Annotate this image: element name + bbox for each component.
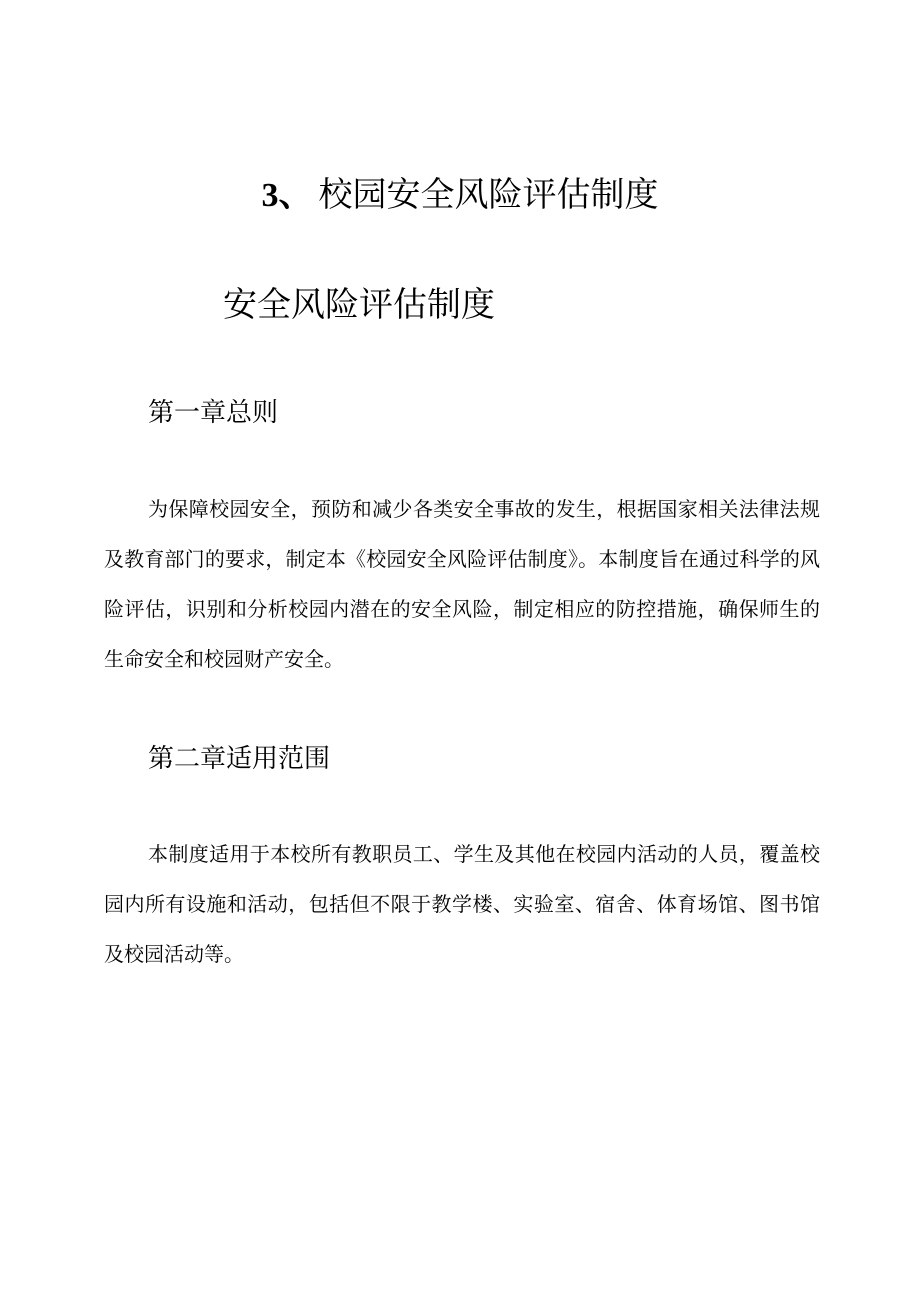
paragraph-general: 为保障校园安全，预防和减少各类安全事故的发生，根据国家相关法律法规及教育部门的要求，制定本《校园安全风险评估制度》。本制度旨在通过科学的风险评估，识别和分析校园内潜在的安全风险，制定相应的防控措施，确保师生的生命安全和校园财产安全。	[104, 497, 820, 671]
title-number: 3、	[261, 177, 313, 214]
document-title	[0, 170, 920, 221]
document-subtitle: 安全风险评估制度	[223, 285, 495, 325]
chapter-heading-general: 第一章总则	[148, 398, 279, 428]
chapter-heading-scope: 第二章适用范围	[148, 744, 331, 774]
paragraph-scope: 本制度适用于本校所有教职员工、学生及其他在校园内活动的人员，覆盖校园内所有设施和活动，包括但不限于教学楼、实验室、宿舍、体育场馆、图书馆及校园活动等。	[104, 842, 820, 966]
title-text: 校园安全风险评估制度	[318, 175, 659, 215]
